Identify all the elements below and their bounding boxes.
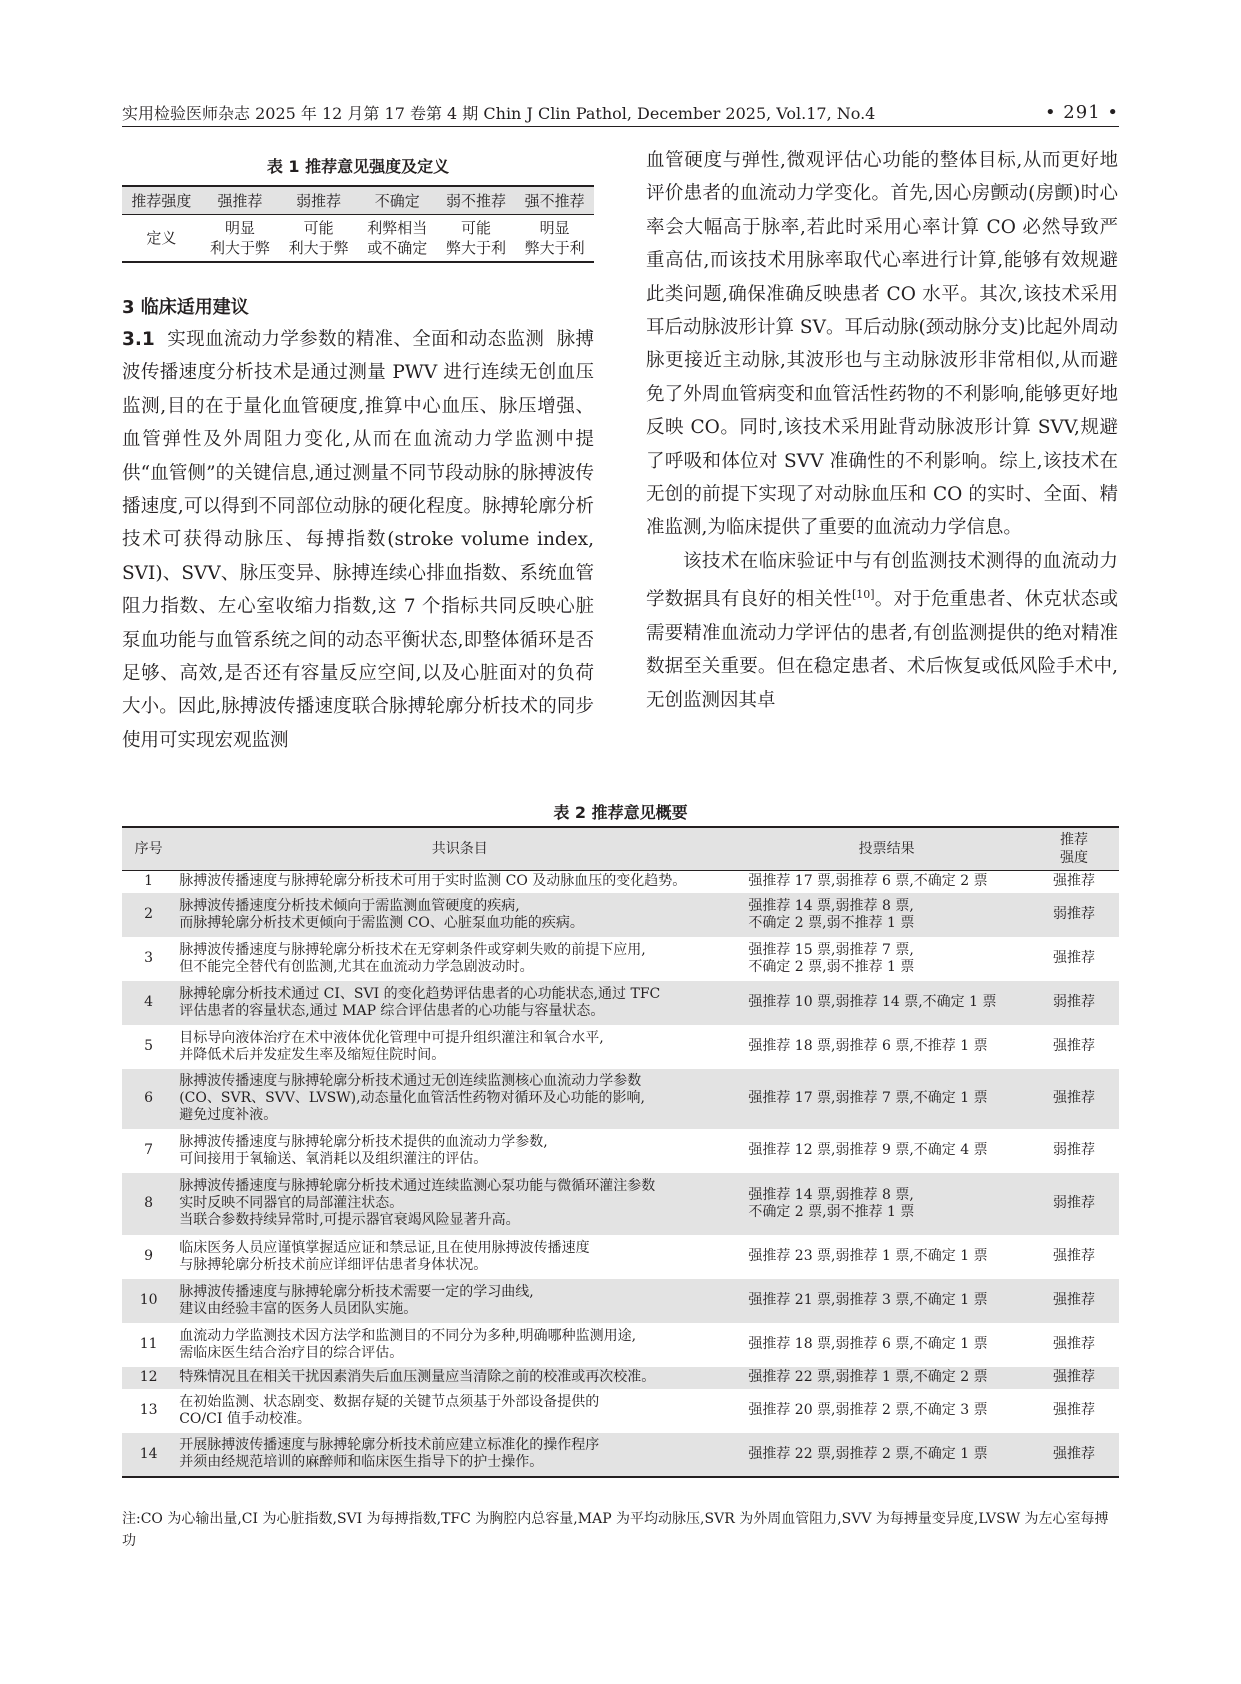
table1-cell [358, 215, 437, 263]
vote-result: 强推荐 14 票,弱推荐 8 票, 不确定 2 票,弱不推荐 1 票 [748, 1186, 915, 1220]
table1-cell-line: 明显 [224, 219, 255, 237]
row-number: 2 [144, 906, 154, 922]
paragraph-text: 脉搏波传播速度分析技术是通过测量 PWV 进行连续无创血压监测,目的在于量化血管硬度,推算中心血压、脉压增强、血管弹性及外周阻力变化,从而在血流动力学监测中提供“血管侧”的关键信息,通过测量不同节段动脉的脉搏波传播速度,可以得到不同部位动脉的硬化程度。脉搏轮廓分析技术可获得动脉压、每搏指数(stroke volume index, SVI)、SVV、脉压变异、脉搏连续心排血指数、系统血管阻力指数、左心室收缩力指数,这 7 个指标共同反映心脏泵血功能与血管系统之间的动态平衡状态,即整体循环是否足够、高效,是否还有容量反应空间,以及心脏面对的负荷大小。因此,脉搏波传播速度联合脉搏轮廓分析技术的同步使用可实现宏观监测 [122, 329, 595, 751]
table1-header-cell: 强不推荐 [524, 192, 585, 210]
table1-cell-line: 弊大于利 [445, 239, 506, 257]
left-column [122, 140, 594, 757]
recommendation-strength: 强推荐 [1052, 1369, 1095, 1385]
table-row [122, 1433, 1119, 1477]
table1-header-cell: 强推荐 [217, 192, 263, 210]
consensus-item: 脉搏轮廓分析技术通过 CI、SVI 的变化趋势评估患者的心功能状态,通过 TFC 评估患者的容量状态,通过 MAP 综合评估患者的心功能与容量状态。 [179, 985, 661, 1019]
table1-cell-line: 可能 [303, 219, 334, 237]
recommendation-strength: 弱推荐 [1052, 994, 1095, 1010]
recommendation-strength: 弱推荐 [1052, 1195, 1095, 1211]
table1-cell [437, 215, 516, 263]
table-row [122, 981, 1119, 1025]
row-number: 9 [144, 1248, 154, 1264]
recommendation-strength: 强推荐 [1052, 1090, 1095, 1106]
recommendation-strength: 强推荐 [1052, 1336, 1095, 1352]
right-column [646, 140, 1118, 717]
row-number: 4 [144, 994, 154, 1010]
table-row [122, 937, 1119, 981]
consensus-item: 脉搏波传播速度分析技术倾向于需监测血管硬度的疾病, 而脉搏轮廓分析技术更倾向于需监测 CO、心脏泵血功能的疾病。 [179, 897, 584, 931]
citation: [10] [851, 588, 875, 602]
vote-result: 强推荐 18 票,弱推荐 6 票,不推荐 1 票 [748, 1038, 988, 1054]
recommendation-strength: 强推荐 [1052, 950, 1095, 966]
table1-header-cell: 弱不推荐 [445, 192, 506, 210]
vote-result: 强推荐 14 票,弱推荐 8 票, 不确定 2 票,弱不推荐 1 票 [748, 897, 915, 931]
subsection-number: 3.1 [122, 329, 155, 350]
table2-header-row [122, 827, 1119, 871]
table2-header-item: 共识条目 [431, 841, 488, 857]
table2-header-vote: 投票结果 [858, 841, 915, 857]
recommendation-strength: 弱推荐 [1052, 906, 1095, 922]
consensus-item: 开展脉搏波传播速度与脉搏轮廓分析技术前应建立标准化的操作程序 并须由经规范培训的麻醉师和临床医生指导下的护士操作。 [179, 1437, 600, 1470]
table1-header-cell: 弱推荐 [296, 192, 342, 210]
table2-caption: 表 2 推荐意见概要 [553, 803, 688, 822]
paragraph-continued: 血管硬度与弹性,微观评估心功能的整体目标,从而更好地评价患者的血流动力学变化。首先,因心房颤动(房颤)时心率会大幅高于脉率,若此时采用心率计算 CO 必然导致严重高估,而该技术用脉率取代心率进行计算,能够有效规避此类问题,确保准确反映患者 CO 水平。其次,该技术采用耳后动脉波形计算 SV。耳后动脉(颈动脉分支)比起外周动脉更接近主动脉,其波形也与主动脉波形非常相似,从而避免了外周血管病变和血管活性药物的不利影响,能够更好地反映 CO。同时,该技术采用趾背动脉波形计算 SVV,规避了呼吸和体位对 SVV 准确性的不利影响。综上,该技术在无创的前提下实现了对动脉血压和 CO 的实时、全面、精准监测,为临床提供了重要的血流动力学信息。 [646, 150, 1118, 539]
recommendation-strength: 弱推荐 [1052, 1142, 1095, 1158]
table1-cell-line: 利大于弊 [288, 239, 349, 257]
table1-cell-line: 明显 [539, 219, 570, 237]
recommendation-strength: 强推荐 [1052, 1248, 1095, 1264]
table-row [122, 1173, 1119, 1235]
recommendation-strength: 强推荐 [1052, 1038, 1095, 1054]
consensus-item: 脉搏波传播速度与脉搏轮廓分析技术通过连续监测心泵功能与微循环灌注参数 实时反映不同器官的局部灌注状态。 当联合参数持续异常时,可提示器官衰竭风险显著升高。 [179, 1178, 656, 1228]
vote-result: 强推荐 20 票,弱推荐 2 票,不确定 3 票 [748, 1402, 988, 1418]
vote-result: 强推荐 12 票,弱推荐 9 票,不确定 4 票 [748, 1142, 988, 1158]
paragraph-validation [646, 545, 1118, 717]
table-row [122, 1323, 1119, 1367]
table2-header-no: 序号 [134, 841, 163, 857]
paragraph-text: 。对于危重患者、休克状态或需要精准血流动力学评估的患者,有创监测提供的绝对精准数据至关重要。但在稳定患者、术后恢复或低风险手术中,无创监测因其卓 [646, 589, 1118, 711]
table1-cell [515, 215, 594, 263]
row-number: 12 [139, 1369, 158, 1385]
table2 [122, 826, 1119, 1478]
table-row [122, 1235, 1119, 1279]
table-row [122, 1389, 1119, 1433]
vote-result: 强推荐 10 票,弱推荐 14 票,不确定 1 票 [748, 994, 997, 1010]
consensus-item: 临床医务人员应谨慎掌握适应证和禁忌证,且在使用脉搏波传播速度 与脉搏轮廓分析技术前应详细评估患者身体状况。 [179, 1239, 590, 1273]
row-number: 7 [144, 1142, 154, 1158]
table1-cell-line: 弊大于利 [524, 239, 585, 257]
row-number: 11 [139, 1336, 158, 1352]
paragraph-text: 该技术在临床验证中与有创监测技术测得的血流动力学数据具有良好的相关性 [646, 550, 1118, 611]
section-3-heading: 3 临床适用建议 [122, 297, 249, 318]
recommendation-strength: 强推荐 [1052, 873, 1095, 890]
row-number: 6 [144, 1090, 154, 1106]
header-rule [122, 126, 1119, 127]
row-number: 10 [139, 1292, 158, 1308]
consensus-item: 脉搏波传播速度与脉搏轮廓分析技术需要一定的学习曲线, 建议由经验丰富的医务人员团队实施。 [179, 1283, 534, 1317]
consensus-item: 脉搏波传播速度与脉搏轮廓分析技术通过无创连续监测核心血流动力学参数 (CO、SVR、SVV、LVSW),动态量化血管活性药物对循环及心功能的影响, 避免过度补液。 [179, 1073, 646, 1123]
vote-result: 强推荐 22 票,弱推荐 2 票,不确定 1 票 [748, 1445, 988, 1462]
table1 [122, 185, 594, 263]
table1-cell [201, 215, 280, 263]
row-number: 5 [144, 1038, 154, 1054]
consensus-item: 脉搏波传播速度与脉搏轮廓分析技术可用于实时监测 CO 及动脉血压的变化趋势。 [179, 873, 687, 890]
table1-header-cell: 推荐强度 [131, 192, 192, 210]
table1-cell-line: 可能 [460, 219, 491, 237]
recommendation-strength: 强推荐 [1052, 1402, 1095, 1418]
table1-cell-line: 利大于弊 [209, 239, 270, 257]
row-number: 1 [144, 873, 154, 890]
row-number: 13 [139, 1402, 158, 1418]
subsection-title: 实现血流动力学参数的精准、全面和动态监测 [167, 329, 545, 350]
row-number: 14 [139, 1445, 158, 1462]
consensus-item: 目标导向液体治疗在术中液体优化管理中可提升组织灌注和氧合水平, 并降低术后并发症发生率及缩短住院时间。 [179, 1029, 604, 1063]
table-row [122, 871, 1119, 893]
vote-result: 强推荐 17 票,弱推荐 7 票,不确定 1 票 [748, 1090, 988, 1106]
consensus-item: 血流动力学监测技术因方法学和监测目的不同分为多种,明确哪种监测用途, 需临床医生结合治疗目的综合评估。 [179, 1327, 637, 1361]
table-row [122, 1025, 1119, 1069]
table-row [122, 1129, 1119, 1173]
table1-cell-line: 或不确定 [367, 239, 428, 257]
consensus-item: 特殊情况且在相关干扰因素消失后血压测量应当清除之前的校准或再次校准。 [179, 1369, 656, 1385]
table1-definition-row [122, 215, 594, 263]
row-number: 8 [144, 1195, 154, 1211]
table1-row-label: 定义 [146, 229, 177, 247]
vote-result: 强推荐 21 票,弱推荐 3 票,不确定 1 票 [748, 1292, 988, 1308]
table1-caption: 表 1 推荐意见强度及定义 [266, 157, 450, 176]
table-row [122, 893, 1119, 937]
running-header [122, 98, 1119, 126]
page-number: • 291 • [1044, 101, 1119, 123]
row-number: 3 [144, 950, 154, 966]
recommendation-strength: 强推荐 [1052, 1445, 1095, 1462]
vote-result: 强推荐 18 票,弱推荐 6 票,不确定 1 票 [748, 1336, 988, 1352]
table1-header-row [122, 186, 594, 215]
table1-header-cell: 不确定 [374, 192, 420, 210]
consensus-item: 在初始监测、状态剧变、数据存疑的关键节点须基于外部设备提供的 CO/CI 值手动校准。 [179, 1393, 600, 1427]
table-row [122, 1367, 1119, 1389]
table2-body [122, 871, 1119, 1477]
table1-cell-line: 利弊相当 [367, 219, 428, 237]
consensus-item: 脉搏波传播速度与脉搏轮廓分析技术提供的血流动力学参数, 可间接用于氧输送、氧消耗以及组织灌注的评估。 [179, 1133, 548, 1167]
section-3-1-paragraph [122, 323, 594, 757]
table2-note: 注:CO 为心输出量,CI 为心脏指数,SVI 为每搏指数,TFC 为胸腔内总容量,MAP 为平均动脉压,SVR 为外周血管阻力,SVV 为每搏量变异度,LVSW 为左心室每搏功 [122, 1511, 1109, 1549]
vote-result: 强推荐 15 票,弱推荐 7 票, 不确定 2 票,弱不推荐 1 票 [748, 941, 915, 975]
consensus-item: 脉搏波传播速度与脉搏轮廓分析技术在无穿刺条件或穿刺失败的前提下应用, 但不能完全替代有创监测,尤其在血流动力学急剧波动时。 [179, 941, 646, 975]
vote-result: 强推荐 23 票,弱推荐 1 票,不确定 1 票 [748, 1248, 988, 1264]
recommendation-strength: 强推荐 [1052, 1292, 1095, 1308]
table2-header-strength: 推荐 强度 [1059, 832, 1088, 866]
table-row [122, 1279, 1119, 1323]
table-row [122, 1069, 1119, 1129]
journal-info: 实用检验医师杂志 2025 年 12 月第 17 卷第 4 期 Chin J Clin Pathol, December 2025, Vol.17, No.4 [122, 103, 876, 123]
vote-result: 强推荐 17 票,弱推荐 6 票,不确定 2 票 [748, 873, 988, 890]
vote-result: 强推荐 22 票,弱推荐 1 票,不确定 2 票 [748, 1369, 988, 1385]
table1-cell [279, 215, 358, 263]
